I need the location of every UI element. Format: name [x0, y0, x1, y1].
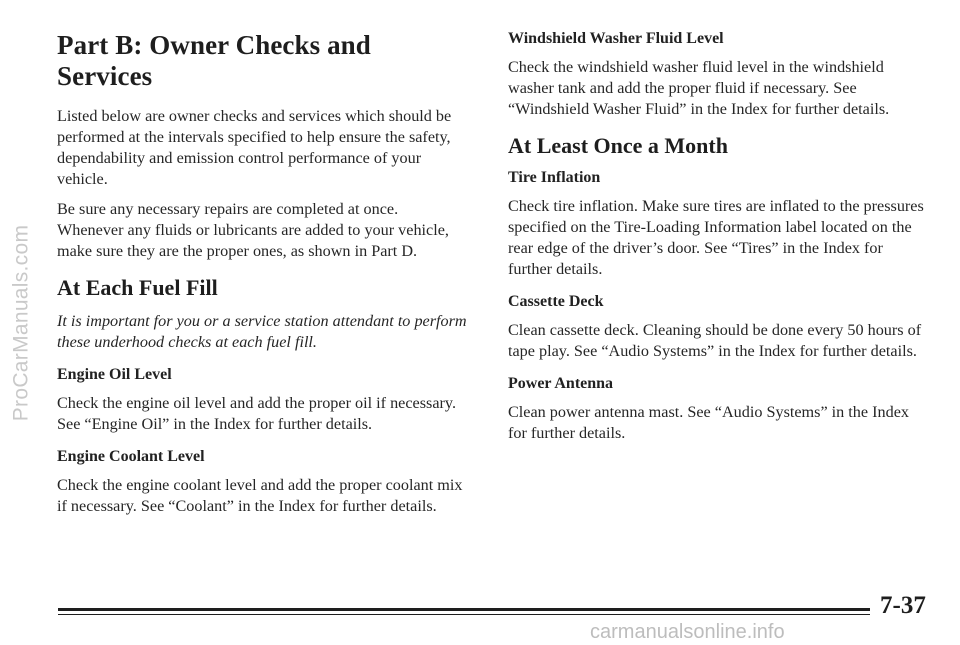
subheading-cassette-deck: Cassette Deck: [508, 293, 604, 310]
subheading-engine-coolant: Engine Coolant Level: [57, 448, 205, 465]
engine-oil-text: Check the engine oil level and add the proper oil if necessary. See “Engine Oil” in the Index for further details.: [57, 394, 456, 433]
side-watermark: [4, 0, 38, 645]
watermark-text: ProCarManuals.com: [9, 224, 32, 421]
footer-watermark: carmanualsonline.info: [590, 621, 785, 643]
left-column: [57, 30, 467, 526]
footer-rule-thin: [58, 614, 870, 615]
washer-fluid-text: Check the windshield washer fluid level in the windshield washer tank and add the proper fluid if necessary. See “Windshield Washer Fluid” in the Index for further details.: [508, 58, 890, 118]
subheading-tire-inflation: Tire Inflation: [508, 169, 601, 186]
power-antenna-text: Clean power antenna mast. See “Audio Systems” in the Index for further details.: [508, 403, 909, 442]
fuel-fill-note: It is important for you or a service station attendant to perform these underhood checks at each fuel fill.: [57, 312, 467, 351]
page-number: 7-37: [880, 592, 926, 619]
section-heading-fuel-fill: At Each Fuel Fill: [57, 275, 218, 300]
footer-rule: [58, 608, 870, 611]
section-heading-monthly: At Least Once a Month: [508, 133, 728, 158]
page-title: Part B: Owner Checks and Services: [57, 30, 371, 91]
tire-inflation-text: Check tire inflation. Make sure tires are inflated to the pressures specified on the Tire-Loading Information label located on the rear edge of the driver’s door. See “Tires” in the Index for further details.: [508, 197, 924, 278]
cassette-deck-text: Clean cassette deck. Cleaning should be done every 50 hours of tape play. See “Audio Systems” in the Index for further details.: [508, 321, 922, 360]
right-column: [508, 30, 928, 453]
repairs-paragraph: Be sure any necessary repairs are completed at once. Whenever any fluids or lubricants are added to your vehicle, make sure they are the proper ones, as shown in Part D.: [57, 200, 449, 260]
subheading-washer-fluid: Windshield Washer Fluid Level: [508, 30, 724, 47]
engine-coolant-text: Check the engine coolant level and add the proper coolant mix if necessary. See “Coolant” in the Index for further details.: [57, 476, 463, 515]
subheading-power-antenna: Power Antenna: [508, 375, 614, 392]
subheading-engine-oil: Engine Oil Level: [57, 366, 172, 383]
intro-paragraph: Listed below are owner checks and services which should be performed at the intervals specified to help ensure the safety, dependability and emission control performance of your vehicle.: [57, 107, 452, 188]
